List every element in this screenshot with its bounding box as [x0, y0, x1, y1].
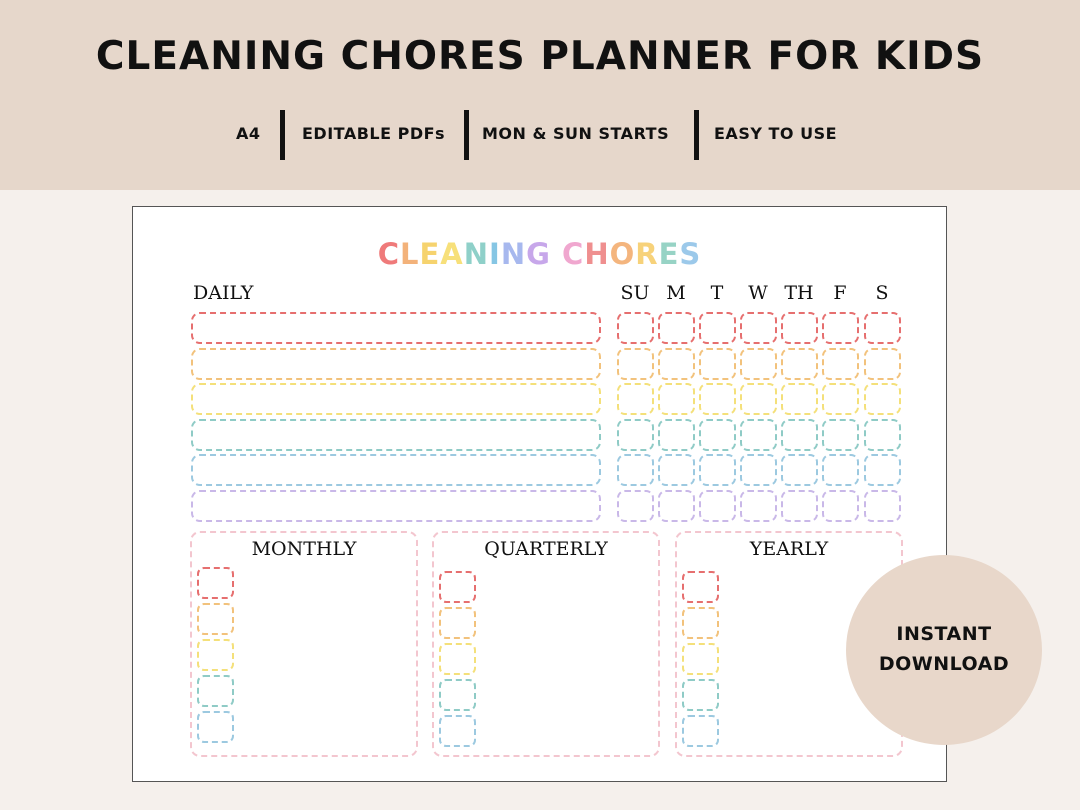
- day-checkbox[interactable]: [658, 454, 695, 486]
- title-letter: H: [584, 237, 610, 271]
- title-letter: O: [609, 237, 636, 271]
- chores-title: [133, 237, 946, 271]
- title-letter: E: [419, 237, 441, 271]
- title-letter: G: [526, 237, 551, 271]
- quarterly-panel: [432, 531, 660, 757]
- section-checkbox[interactable]: [682, 643, 719, 675]
- day-checkbox[interactable]: [822, 348, 859, 380]
- day-checkbox[interactable]: [658, 490, 695, 522]
- day-checkbox[interactable]: [699, 419, 736, 451]
- badge-line-1: INSTANT: [896, 623, 992, 645]
- section-checkbox[interactable]: [197, 603, 234, 635]
- day-checkbox[interactable]: [699, 348, 736, 380]
- feature-editable-pdfs: EDITABLE PDFs: [302, 124, 446, 143]
- day-checkbox[interactable]: [658, 419, 695, 451]
- day-checkbox[interactable]: [781, 383, 818, 415]
- day-checkbox[interactable]: [617, 383, 654, 415]
- section-checkbox[interactable]: [439, 679, 476, 711]
- chore-row[interactable]: [191, 419, 601, 451]
- title-letter: N: [463, 237, 490, 271]
- day-checkbox[interactable]: [740, 419, 777, 451]
- day-checkbox[interactable]: [864, 454, 901, 486]
- title-letter: C: [377, 237, 400, 271]
- section-checkbox[interactable]: [439, 643, 476, 675]
- day-checkbox[interactable]: [864, 312, 901, 344]
- day-checkbox[interactable]: [740, 490, 777, 522]
- monthly-label: MONTHLY: [251, 538, 357, 560]
- title-letter: I: [489, 237, 501, 271]
- day-checkbox[interactable]: [617, 490, 654, 522]
- day-checkbox[interactable]: [740, 348, 777, 380]
- title-letter: R: [635, 237, 659, 271]
- title-letter: [551, 237, 562, 271]
- yearly-label: YEARLY: [749, 538, 829, 560]
- section-checkbox[interactable]: [682, 679, 719, 711]
- day-checkbox[interactable]: [699, 383, 736, 415]
- divider: [464, 110, 469, 160]
- day-checkbox[interactable]: [822, 312, 859, 344]
- title-letter: S: [679, 237, 702, 271]
- section-checkbox[interactable]: [439, 571, 476, 603]
- feature-list: [0, 110, 1080, 160]
- day-checkbox[interactable]: [740, 454, 777, 486]
- feature-mon-sun-starts: MON & SUN STARTS: [482, 124, 670, 143]
- day-checkbox[interactable]: [781, 312, 818, 344]
- badge-line-2: DOWNLOAD: [878, 653, 1010, 675]
- section-checkbox[interactable]: [439, 607, 476, 639]
- daily-label: DAILY: [193, 282, 254, 304]
- day-checkbox[interactable]: [822, 454, 859, 486]
- page-title: CLEANING CHORES PLANNER FOR KIDS: [95, 34, 985, 79]
- day-checkbox[interactable]: [699, 490, 736, 522]
- section-checkbox[interactable]: [682, 571, 719, 603]
- day-checkbox[interactable]: [617, 348, 654, 380]
- section-checkbox[interactable]: [439, 715, 476, 747]
- title-letter: E: [658, 237, 680, 271]
- day-f: F: [833, 282, 847, 304]
- chore-row[interactable]: [191, 383, 601, 415]
- day-checkbox[interactable]: [781, 454, 818, 486]
- instant-download-badge: [846, 555, 1042, 745]
- feature-easy-to-use: EASY TO USE: [714, 124, 838, 143]
- day-s: S: [875, 282, 889, 304]
- day-checkbox[interactable]: [617, 312, 654, 344]
- day-checkbox[interactable]: [699, 454, 736, 486]
- day-checkbox[interactable]: [740, 383, 777, 415]
- day-su: SU: [620, 282, 650, 304]
- chore-row[interactable]: [191, 348, 601, 380]
- title-letter: L: [399, 237, 420, 271]
- divider: [694, 110, 699, 160]
- chore-row[interactable]: [191, 490, 601, 522]
- day-checkbox[interactable]: [864, 383, 901, 415]
- title-letter: N: [500, 237, 527, 271]
- day-w: W: [748, 282, 768, 304]
- day-checkbox[interactable]: [864, 490, 901, 522]
- quarterly-label: QUARTERLY: [484, 538, 608, 560]
- day-checkbox[interactable]: [617, 419, 654, 451]
- section-checkbox[interactable]: [682, 715, 719, 747]
- header-banner: [0, 0, 1080, 190]
- day-checkbox[interactable]: [864, 348, 901, 380]
- chore-row[interactable]: [191, 312, 601, 344]
- divider: [280, 110, 285, 160]
- day-checkbox[interactable]: [822, 490, 859, 522]
- day-checkbox[interactable]: [658, 312, 695, 344]
- day-checkbox[interactable]: [740, 312, 777, 344]
- day-checkbox[interactable]: [822, 419, 859, 451]
- day-checkbox[interactable]: [617, 454, 654, 486]
- chore-row[interactable]: [191, 454, 601, 486]
- day-checkbox[interactable]: [699, 312, 736, 344]
- day-checkbox[interactable]: [864, 419, 901, 451]
- day-checkbox[interactable]: [658, 348, 695, 380]
- day-checkbox[interactable]: [781, 419, 818, 451]
- section-checkbox[interactable]: [197, 675, 234, 707]
- section-checkbox[interactable]: [197, 567, 234, 599]
- day-t: T: [710, 282, 724, 304]
- day-th: TH: [784, 282, 814, 304]
- feature-a4: A4: [236, 124, 261, 143]
- day-m: M: [666, 282, 686, 304]
- monthly-panel: [190, 531, 418, 757]
- title-letter: A: [440, 237, 464, 271]
- planner-sheet: [132, 206, 947, 782]
- day-checkbox[interactable]: [781, 348, 818, 380]
- day-checkbox[interactable]: [658, 383, 695, 415]
- day-checkbox[interactable]: [822, 383, 859, 415]
- section-checkbox[interactable]: [682, 607, 719, 639]
- title-letter: C: [562, 237, 585, 271]
- section-checkbox[interactable]: [197, 711, 234, 743]
- day-checkbox[interactable]: [781, 490, 818, 522]
- section-checkbox[interactable]: [197, 639, 234, 671]
